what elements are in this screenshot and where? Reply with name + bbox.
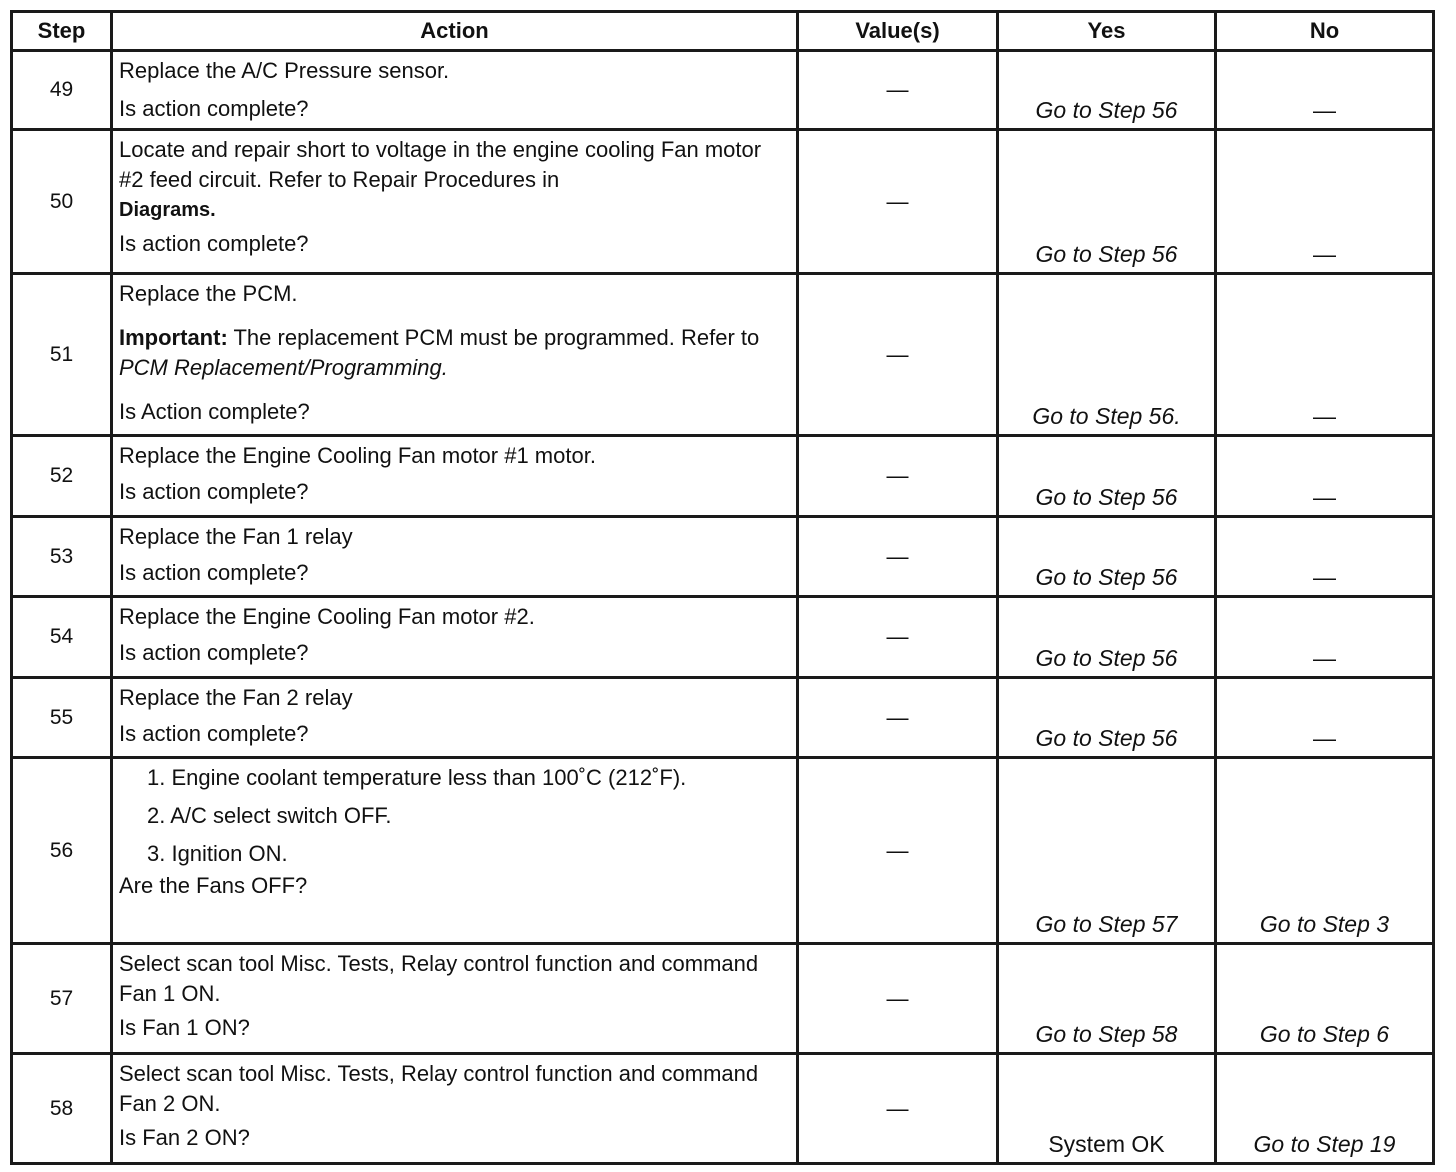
no-cell: — [1216,597,1434,678]
action-question: Is action complete? [119,479,309,504]
step-number: 50 [12,130,112,274]
action-question: Is action complete? [119,96,309,121]
table-row [12,678,1434,758]
action-question: Is action complete? [119,231,309,256]
action-cell [112,51,798,130]
yes-cell: Go to Step 58 [998,944,1216,1054]
action-reference: Diagrams. [119,199,216,221]
yes-cell: Go to Step 56 [998,597,1216,678]
yes-cell: Go to Step 56 [998,678,1216,758]
yes-cell: Go to Step 57 [998,758,1216,944]
action-question: Is action complete? [119,560,309,585]
step-number: 53 [12,517,112,597]
header-no: No [1216,12,1434,51]
condition-list [119,763,790,869]
yes-cell: Go to Step 56 [998,517,1216,597]
step-number: 55 [12,678,112,758]
step-number: 52 [12,436,112,517]
yes-cell: Go to Step 56 [998,51,1216,130]
action-cell [112,1054,798,1164]
table-row [12,597,1434,678]
important-text: The replacement PCM must be programmed. Refer to [233,325,760,350]
no-cell: Go to Step 3 [1216,758,1434,944]
list-item: 2. A/C select switch OFF. [147,803,392,828]
action-text: Replace the Engine Cooling Fan motor #2. [119,604,535,629]
action-text: Locate and repair short to voltage in the engine cooling Fan motor #2 feed circuit. Refer to Repair Procedures in [119,137,762,192]
action-question: Is action complete? [119,721,309,746]
header-action: Action [112,12,798,51]
step-number: 56 [12,758,112,944]
yes-cell: Go to Step 56. [998,274,1216,436]
action-text: Select scan tool Misc. Tests, Relay control function and command Fan 2 ON. [119,1061,759,1116]
header-row [12,12,1434,51]
yes-cell: System OK [998,1054,1216,1164]
no-cell: Go to Step 6 [1216,944,1434,1054]
value-cell: — [798,1054,998,1164]
action-text: Replace the Fan 2 relay [119,685,353,710]
header-step: Step [12,12,112,51]
value-cell: — [798,678,998,758]
table-row [12,758,1434,944]
value-cell: — [798,944,998,1054]
action-text: Replace the Engine Cooling Fan motor #1 motor. [119,443,596,468]
table-row [12,517,1434,597]
important-note [119,323,790,383]
action-cell [112,678,798,758]
important-reference: PCM Replacement/Programming. [119,355,448,380]
value-cell: — [798,436,998,517]
value-cell: — [798,597,998,678]
yes-cell: Go to Step 56 [998,436,1216,517]
diagnostic-table [10,10,1435,1165]
action-cell [112,944,798,1054]
important-label: Important: [119,325,228,350]
value-cell: — [798,130,998,274]
action-text: Select scan tool Misc. Tests, Relay control function and command Fan 1 ON. [119,951,759,1006]
action-cell [112,758,798,944]
action-cell [112,517,798,597]
action-cell [112,130,798,274]
table-row [12,436,1434,517]
diagnostic-table-page [10,10,1435,1165]
list-item: 1. Engine coolant temperature less than 100˚C (212˚F). [147,765,687,790]
action-question: Is Fan 1 ON? [119,1015,250,1040]
step-number: 57 [12,944,112,1054]
no-cell: — [1216,678,1434,758]
table-row [12,1054,1434,1164]
step-number: 54 [12,597,112,678]
no-cell: — [1216,517,1434,597]
yes-cell: Go to Step 56 [998,130,1216,274]
header-yes: Yes [998,12,1216,51]
table-row [12,130,1434,274]
no-cell: — [1216,51,1434,130]
action-cell [112,597,798,678]
value-cell: — [798,758,998,944]
action-text: Replace the A/C Pressure sensor. [119,58,450,83]
list-item: 3. Ignition ON. [147,841,288,866]
header-values: Value(s) [798,12,998,51]
step-number: 49 [12,51,112,130]
action-text: Replace the PCM. [119,281,298,306]
action-question: Is Action complete? [119,399,310,424]
action-text: Replace the Fan 1 relay [119,524,353,549]
step-number: 51 [12,274,112,436]
action-cell [112,436,798,517]
table-row [12,944,1434,1054]
action-question: Is action complete? [119,640,309,665]
value-cell: — [798,517,998,597]
value-cell: — [798,274,998,436]
step-number: 58 [12,1054,112,1164]
table-row [12,51,1434,130]
value-cell: — [798,51,998,130]
action-cell [112,274,798,436]
table-row [12,274,1434,436]
action-question: Are the Fans OFF? [119,873,308,898]
no-cell: — [1216,274,1434,436]
no-cell: Go to Step 19 [1216,1054,1434,1164]
action-question: Is Fan 2 ON? [119,1125,250,1150]
no-cell: — [1216,130,1434,274]
no-cell: — [1216,436,1434,517]
